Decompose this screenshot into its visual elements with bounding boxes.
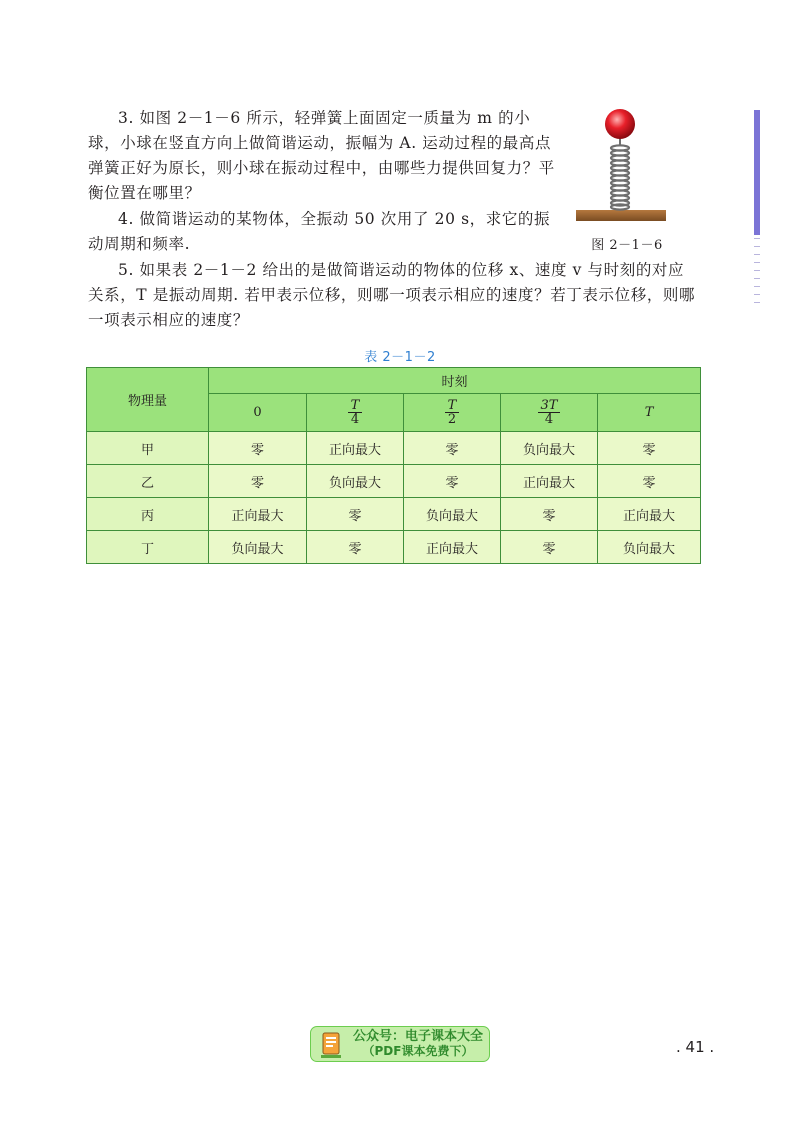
spring-coil [611,145,629,209]
chapter-side-tab [754,238,760,320]
figure-caption: 图 2－1－6 [591,238,663,253]
row-label: 甲 [87,432,209,465]
ball [605,109,635,139]
row-label: 乙 [87,465,209,498]
watermark-line-2: （PDF课本免费下） [362,1044,474,1058]
table-caption: 表 2－1－2 [364,350,436,365]
question-5: 5. 如果表 2－1－2 给出的是做简谐运动的物体的位移 x、速度 v 与时刻的对应关系，T 是振动周期. 若甲表示位移，则哪一项表示相应的速度？若丁表示位移，则哪一项表示相应的速度？ [88,261,696,329]
table-cell: 零 [209,432,307,465]
table-cell: 正向最大 [209,498,307,531]
table-cell: 零 [404,465,501,498]
page-number: . 41 . [676,1038,715,1056]
table-cell: 零 [404,432,501,465]
table-cell: 零 [598,432,701,465]
table-cell: 零 [501,531,598,564]
table-cell: 零 [307,498,404,531]
table-cell: 正向最大 [598,498,701,531]
row-label: 丁 [87,531,209,564]
row-label: 丙 [87,498,209,531]
data-table [86,367,700,564]
spring-ball-figure [576,104,676,254]
table-cell: 正向最大 [404,531,501,564]
watermark-badge [310,1026,490,1062]
table-cell: 零 [307,531,404,564]
table-cell: 零 [501,498,598,531]
table-cell: 正向最大 [501,465,598,498]
table-row [87,531,701,564]
table-cell: 负向最大 [404,498,501,531]
question-4: 4. 做简谐运动的某物体，全振动 50 次用了 20 s，求它的振动周期和频率. [88,210,551,253]
table-cell: 正向最大 [307,432,404,465]
question-3: 3. 如图 2－1－6 所示，轻弹簧上面固定一质量为 m 的小球，小球在竖直方向上做简谐运动，振幅为 A. 运动过程的最高点弹簧正好为原长，则小球在振动过程中，由哪些力提供回复力？平衡位置在哪里？ [88,109,555,202]
time-col-t: T [598,394,701,432]
table-cell: 零 [209,465,307,498]
table-cell: 负向最大 [307,465,404,498]
time-header: 时刻 [209,368,701,394]
time-col-0: 0 [209,394,307,432]
chapter-side-bar [754,110,760,235]
ground-block [576,210,666,221]
table-cell: 负向最大 [209,531,307,564]
book-icon [319,1031,345,1059]
time-col-t2: $\frac{T}{2}$ [404,394,501,432]
table-cell: 零 [598,465,701,498]
time-col-t4: $\frac{T}{4}$ [307,394,404,432]
watermark-line-1: 公众号：电子课本大全 [352,1029,483,1044]
table-row [87,432,701,465]
table-row [87,498,701,531]
table-row [87,465,701,498]
time-col-3t4: $\frac{3T}{4}$ [501,394,598,432]
row-header: 物理量 [87,368,209,432]
table-cell: 负向最大 [501,432,598,465]
table-cell: 负向最大 [598,531,701,564]
